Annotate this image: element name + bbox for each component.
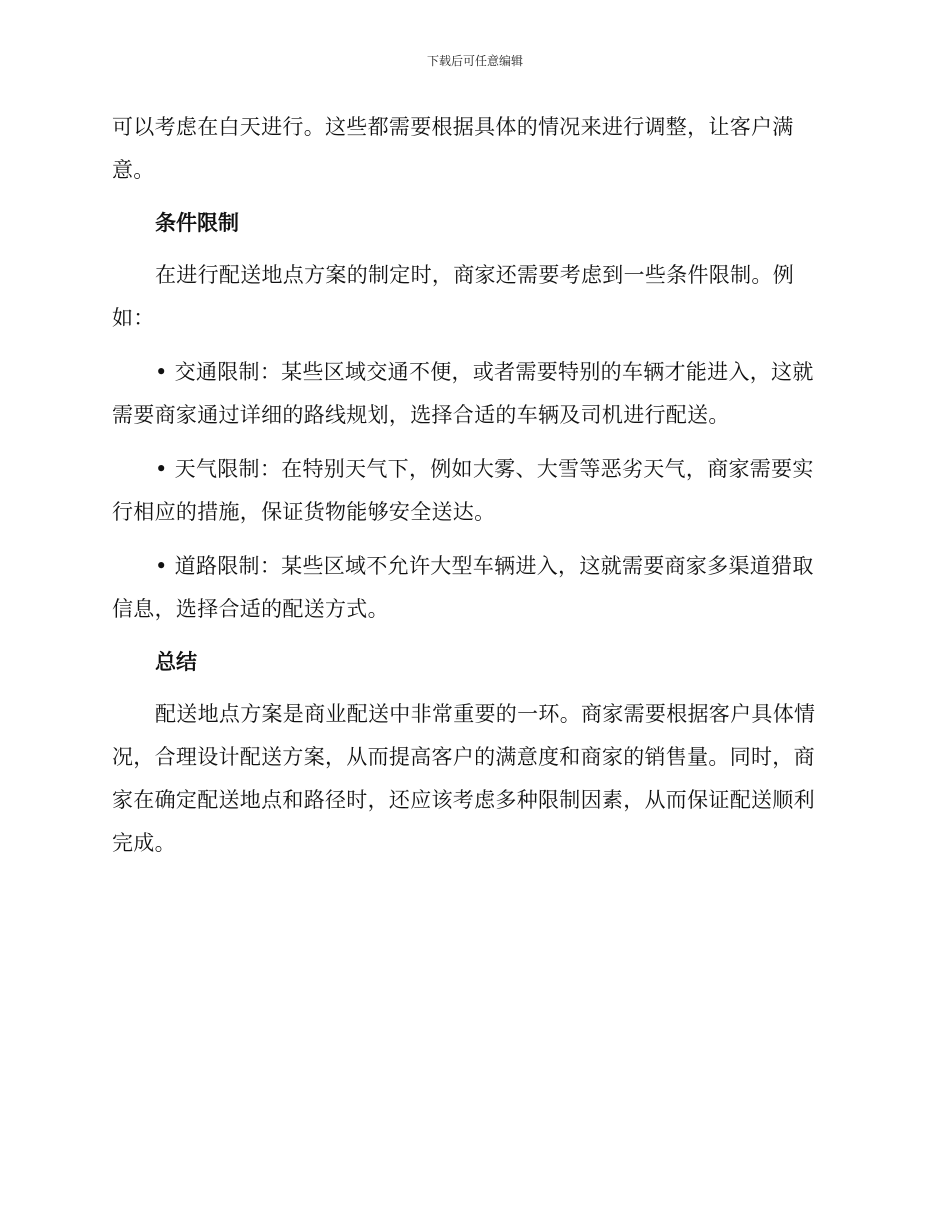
paragraph-conditions-intro: 在进行配送地点方案的制定时，商家还需要考虑到一些条件限制。例如： xyxy=(112,263,794,330)
paragraph-continuation: 可以考虑在白天进行。这些都需要根据具体的情况来进行调整，让客户满意。 xyxy=(112,115,794,182)
section-heading-summary: 总结 xyxy=(155,650,197,674)
bullet-weather-restriction: • 天气限制：在特别天气下，例如大雾、大雪等恶劣天气，商家需要实行相应的措施，保证货物能够安全送达。 xyxy=(112,457,814,524)
paragraph-summary: 配送地点方案是商业配送中非常重要的一环。商家需要根据客户具体情况，合理设计配送方案，从而提高客户的满意度和商家的销售量。同时，商家在确定配送地点和路径时，还应该考虑多种限制因素，从而保证配送顺利完成。 xyxy=(112,702,816,855)
bullet-traffic-restriction: • 交通限制：某些区域交通不便，或者需要特别的车辆才能进入，这就需要商家通过详细的路线规划，选择合适的车辆及司机进行配送。 xyxy=(112,360,814,427)
section-heading-conditions: 条件限制 xyxy=(155,211,239,235)
bullet-road-restriction: • 道路限制：某些区域不允许大型车辆进入，这就需要商家多渠道猎取信息，选择合适的配送方式。 xyxy=(112,554,814,621)
page-header: 下载后可任意编辑 xyxy=(426,54,523,68)
document-body xyxy=(112,106,834,876)
